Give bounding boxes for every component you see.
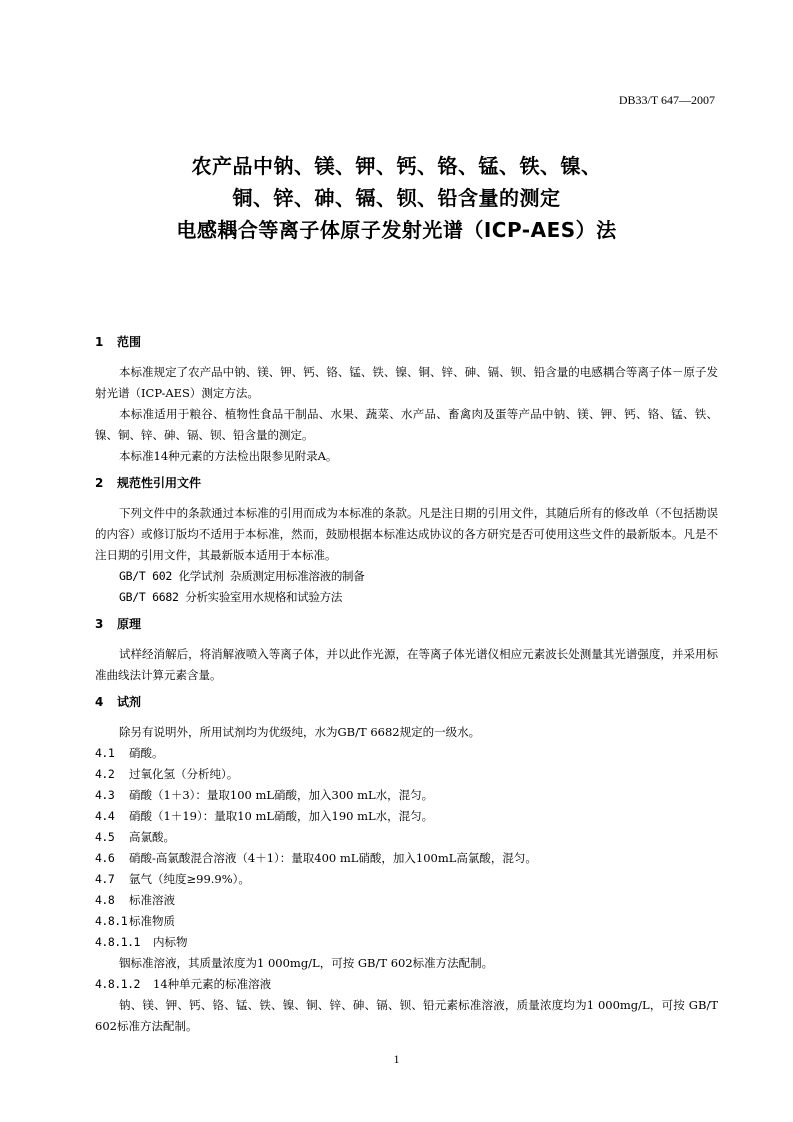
section-number: 4 xyxy=(95,695,104,709)
item-text: 过氧化氢（分析纯）。 xyxy=(129,767,239,781)
section-number: 3 xyxy=(95,617,104,631)
item-number: 4.8.1.1 xyxy=(95,935,140,949)
list-item xyxy=(95,974,718,995)
reference-item: GB/T 602 化学试剂 杂质测定用标准溶液的制备 xyxy=(119,569,365,583)
document-title xyxy=(0,150,793,246)
paragraph: 除另有说明外，所用试剂均为优级纯，水为GB/T 6682规定的一级水。 xyxy=(119,725,481,739)
item-text: 氩气（纯度≥99.9%）。 xyxy=(129,872,250,886)
standard-number: DB33/T 647—2007 xyxy=(618,93,715,107)
paragraph: 试样经消解后，将消解液喷入等离子体，并以此作光源，在等离子体光谱仪相应元素波长处测量其光谱强度，并采用标准曲线法计算元素含量。 xyxy=(95,647,718,682)
item-text: 内标物 xyxy=(153,935,188,949)
document-body xyxy=(95,326,718,1037)
list-item xyxy=(95,764,718,785)
paragraph: 铟标准溶液，其质量浓度为1 000mg/L，可按 GB/T 602标准方法配制。 xyxy=(119,956,494,970)
paragraph: 钠、镁、钾、钙、铬、锰、铁、镍、铜、锌、砷、镉、钡、铅元素标准溶液，质量浓度均为1 000mg/L，可按 GB/T 602标准方法配制。 xyxy=(95,998,718,1033)
item-text: 硝酸-高氯酸混合溶液（4＋1）：量取400 mL硝酸，加入100mL高氯酸，混匀。 xyxy=(129,851,537,865)
item-text: 硝酸（1＋19）：量取10 mL硝酸，加入190 mL水，混匀。 xyxy=(129,809,434,823)
item-number: 4.4 xyxy=(95,809,115,823)
title-line-3: 电感耦合等离子体原子发射光谱（ICP-AES）法 xyxy=(176,218,617,242)
list-item xyxy=(95,848,718,869)
item-number: 4.8.1 xyxy=(95,914,128,928)
paragraph: 本标准适用于粮谷、植物性食品干制品、水果、蔬菜、水产品、畜禽肉及蛋等产品中钠、镁、钾、钙、铬、锰、铁、镍、铜、锌、砷、镉、钡、铅含量的测定。 xyxy=(95,407,718,442)
item-number: 4.5 xyxy=(95,830,115,844)
section-title: 原理 xyxy=(117,617,142,631)
paragraph: 本标准规定了农产品中钠、镁、钾、钙、铬、锰、铁、镍、铜、锌、砷、镉、钡、铅含量的电感耦合等离子体－原子发射光谱（ICP-AES）测定方法。 xyxy=(95,365,718,400)
paragraph: 下列文件中的条款通过本标准的引用而成为本标准的条款。凡是注日期的引用文件，其随后所有的修改单（不包括勘误的内容）或修订版均不适用于本标准，然而，鼓励根据本标准达成协议的各方研究是否可使用这些文件的最新版本。凡是不注日期的引用文件，其最新版本适用于本标准。 xyxy=(95,506,718,562)
title-line-1: 农产品中钠、镁、钾、钙、铬、锰、铁、镍、 xyxy=(191,154,602,178)
item-text: 高氯酸。 xyxy=(129,830,175,844)
item-text: 硝酸（1＋3）：量取100 mL硝酸，加入300 mL水，混匀。 xyxy=(129,788,434,802)
list-item xyxy=(95,785,718,806)
item-number: 4.6 xyxy=(95,851,115,865)
item-text: 硝酸。 xyxy=(129,746,164,760)
list-item xyxy=(95,911,718,932)
list-item xyxy=(95,806,718,827)
section-number: 2 xyxy=(95,476,104,490)
item-number: 4.7 xyxy=(95,872,115,886)
title-line-2: 铜、锌、砷、镉、钡、铅含量的测定 xyxy=(232,186,561,210)
item-number: 4.8 xyxy=(95,893,115,907)
item-number: 4.8.1.2 xyxy=(95,977,140,991)
list-item xyxy=(95,743,718,764)
item-number: 4.1 xyxy=(95,746,115,760)
section-title: 试剂 xyxy=(117,695,142,709)
section-heading-normative-references xyxy=(95,473,718,494)
item-text: 标准溶液 xyxy=(129,893,175,907)
list-item xyxy=(95,827,718,848)
list-item xyxy=(95,890,718,911)
section-title: 范围 xyxy=(117,335,142,349)
item-number: 4.3 xyxy=(95,788,115,802)
list-item xyxy=(95,932,718,953)
item-text: 14种单元素的标准溶液 xyxy=(153,977,272,991)
item-text: 标准物质 xyxy=(129,914,175,928)
section-title: 规范性引用文件 xyxy=(117,476,202,490)
paragraph: 本标准14种元素的方法检出限参见附录A。 xyxy=(119,449,338,463)
section-heading-reagents xyxy=(95,692,718,713)
section-heading-principle xyxy=(95,614,718,635)
reference-item: GB/T 6682 分析实验室用水规格和试验方法 xyxy=(119,590,343,604)
section-number: 1 xyxy=(95,335,104,349)
section-heading-scope xyxy=(95,332,718,353)
list-item xyxy=(95,869,718,890)
item-number: 4.2 xyxy=(95,767,115,781)
page-number: 1 xyxy=(393,1052,400,1066)
